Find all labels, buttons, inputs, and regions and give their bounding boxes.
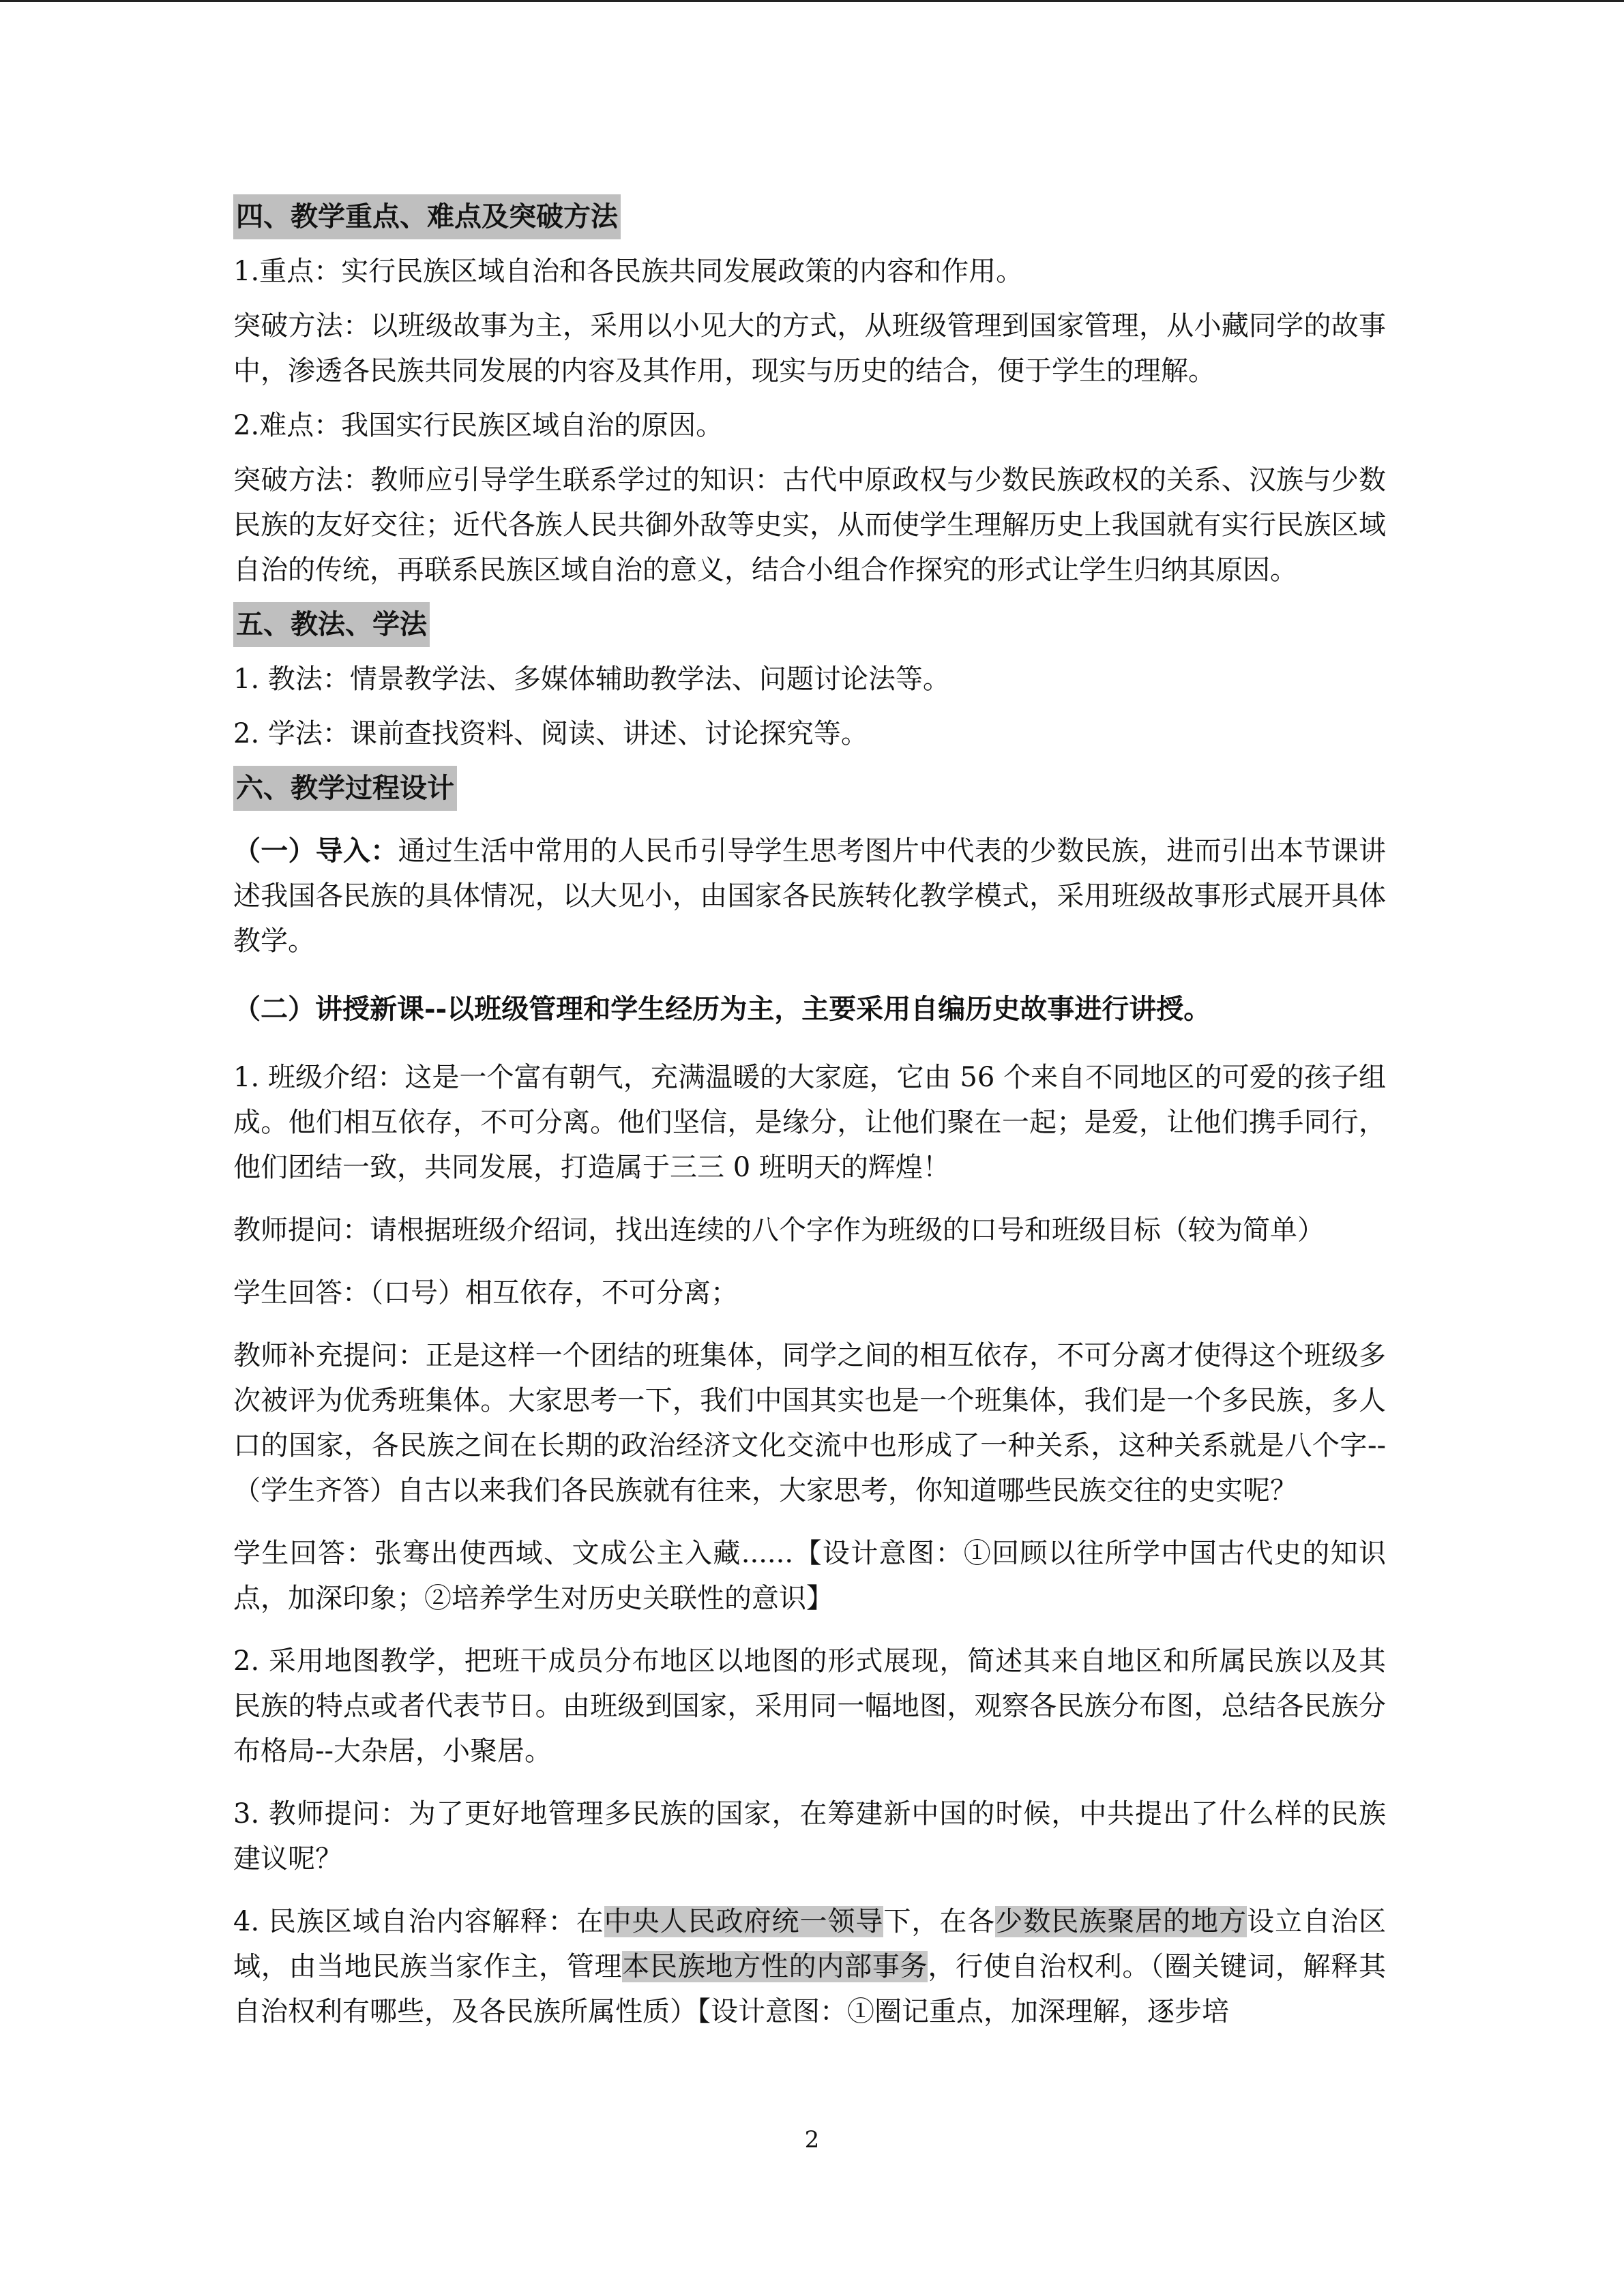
section5-heading xyxy=(233,602,1386,647)
student-answer-2-paragraph: 学生回答：张骞出使西域、文成公主入藏......【设计意图：①回顾以往所学中国古代史的知识点，加深印象；②培养学生对历史关联性的意识】 xyxy=(233,1538,1386,1614)
difficulty-paragraph: 2.难点：我国实行民族区域自治的原因。 xyxy=(233,410,724,441)
autonomy-explanation-paragraph xyxy=(233,1899,1386,2034)
student-answer-paragraph: 学生回答：（口号）相互依存，不可分离； xyxy=(233,1277,738,1309)
teaching-method-paragraph: 1. 教法：情景教学法、多媒体辅助教学法、问题讨论法等。 xyxy=(233,664,950,695)
highlight-central-government: 中央人民政府统一领导 xyxy=(604,1906,884,1937)
class-intro-paragraph: 1. 班级介绍：这是一个富有朝气，充满温暖的大家庭，它由 56 个来自不同地区的可爱的孩子组成。他们相互依存，不可分离。他们坚信，是缘分，让他们聚在一起；是爱，让他们携手同行，他们团结一致，共同发展，打造属于三三 0 班明天的辉煌！ xyxy=(233,1062,1386,1183)
key-point-paragraph: 1.重点：实行民族区域自治和各民族共同发展政策的内容和作用。 xyxy=(233,256,1024,287)
autonomy-text-a: 4. 民族区域自治内容解释：在 xyxy=(233,1906,604,1937)
teacher-question-paragraph: 教师提问：请根据班级介绍词，找出连续的八个字作为班级的口号和班级目标（较为简单） xyxy=(233,1214,1325,1246)
autonomy-text-d: ，行使自治权利。（圈关键词，解释其自治权利有哪些，及各民族所属性质）【设计意图：①圈记重点，加深理解，逐步培 xyxy=(233,1951,1387,2027)
map-teaching-paragraph: 2. 采用地图教学，把班干成员分布地区以地图的形式展现，简述其来自地区和所属民族以及其民族的特点或者代表节日。由班级到国家，采用同一幅地图，观察各民族分布图，总结各民族分布格局--大杂居，小聚居。 xyxy=(233,1645,1386,1767)
intro-paragraph xyxy=(233,829,1386,964)
document-page-body xyxy=(233,194,1386,2034)
difficulty-method-paragraph: 突破方法：教师应引导学生联系学过的知识：古代中原政权与少数民族政权的关系、汉族与少数民族的友好交往；近代各族人民共御外敌等史实，从而使学生理解历史上我国就有实行民族区域自治的传统，再联系民族区域自治的意义，结合小组合作探究的形式让学生归纳其原因。 xyxy=(233,464,1386,586)
intro-label: （一）导入： xyxy=(233,835,398,867)
autonomy-text-c: 设立自治区域，由当地民族当家作主，管理 xyxy=(233,1906,1387,1982)
teacher-question-3-paragraph: 3. 教师提问：为了更好地管理多民族的国家，在筹建新中国的时候，中共提出了什么样的民族建议呢？ xyxy=(233,1798,1386,1875)
key-point-method-paragraph: 突破方法：以班级故事为主，采用以小见大的方式，从班级管理到国家管理，从小藏同学的故事中，渗透各民族共同发展的内容及其作用，现实与历史的结合，便于学生的理解。 xyxy=(233,310,1386,387)
learning-method-paragraph: 2. 学法：课前查找资料、阅读、讲述、讨论探究等。 xyxy=(233,718,868,749)
autonomy-text-b: 下，在各 xyxy=(883,1906,996,1937)
page-number: 2 xyxy=(804,2126,820,2153)
section5-heading-text: 五、教法、学法 xyxy=(233,602,430,647)
section6-heading-text: 六、教学过程设计 xyxy=(233,766,457,811)
intro-text: 通过生活中常用的人民币引导学生思考图片中代表的少数民族，进而引出本节课讲述我国各民族的具体情况，以大见小，由国家各民族转化教学模式，采用班级故事形式展开具体教学。 xyxy=(233,835,1387,957)
section4-heading xyxy=(233,194,1386,239)
section4-heading-text: 四、教学重点、难点及突破方法 xyxy=(233,194,621,239)
highlight-minority-areas: 少数民族聚居的地方 xyxy=(995,1906,1247,1937)
section6-heading xyxy=(233,766,1386,811)
teacher-supplement-paragraph: 教师补充提问：正是这样一个团结的班集体，同学之间的相互依存，不可分离才使得这个班级多次被评为优秀班集体。大家思考一下，我们中国其实也是一个班集体，我们是一个多民族，多人口的国家，各民族之间在长期的政治经济文化交流中也形成了一种关系，这种关系就是八个字--（学生齐答）自古以来我们各民族就有往来，大家思考，你知道哪些民族交往的史实呢？ xyxy=(233,1340,1386,1506)
new-lesson-heading: （二）讲授新课--以班级管理和学生经历为主，主要采用自编历史故事进行讲授。 xyxy=(233,993,1211,1025)
highlight-internal-affairs: 本民族地方性的内部事务 xyxy=(622,1951,928,1982)
top-border-line xyxy=(0,0,1624,2)
